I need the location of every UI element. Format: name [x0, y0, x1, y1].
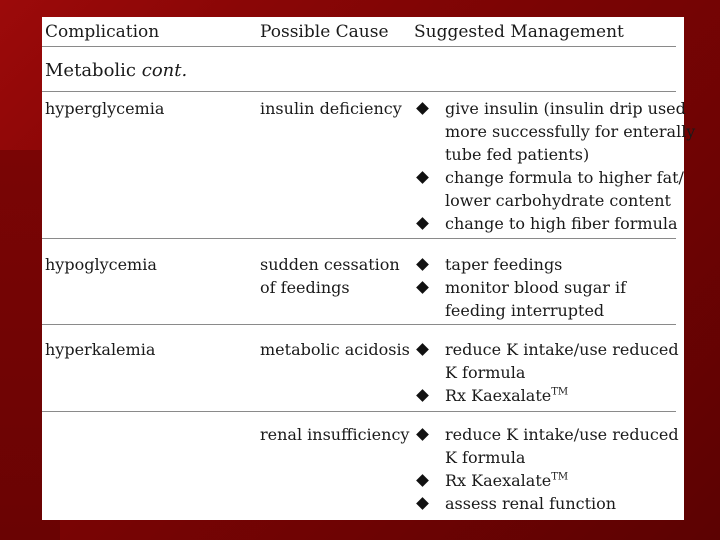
diamond-bullet-icon: [416, 102, 429, 115]
header-rule: [42, 46, 676, 47]
management-line: reduce K intake/use reduced: [445, 425, 679, 444]
management-line: [445, 469, 568, 492]
cause-cell: insulin deficiency: [260, 99, 402, 118]
management-line: change to high fiber formula: [445, 214, 678, 233]
table-panel: [42, 17, 696, 520]
management-line: lower carbohydrate content: [445, 191, 671, 210]
header-possible-cause: Possible Cause: [260, 22, 389, 42]
diamond-bullet-icon: [416, 343, 429, 356]
section-title: [45, 59, 187, 82]
management-line: K formula: [445, 448, 526, 467]
diamond-bullet-icon: [416, 258, 429, 271]
section-rule: [42, 91, 676, 92]
diamond-bullet-icon: [416, 497, 429, 510]
management-line: K formula: [445, 363, 526, 382]
diamond-bullet-icon: [416, 217, 429, 230]
row-rule: [42, 324, 676, 325]
section-title-prefix: Metabolic: [45, 60, 137, 81]
management-line: taper feedings: [445, 255, 563, 274]
cause-cell: metabolic acidosis: [260, 340, 410, 359]
management-line: [445, 384, 568, 407]
section-title-suffix: cont.: [141, 60, 188, 81]
complication-cell: hyperglycemia: [45, 99, 165, 118]
management-line: more successfully for enterally: [445, 122, 696, 141]
management-line: feeding interrupted: [445, 301, 605, 320]
management-text: Rx Kaexalate: [445, 386, 552, 405]
row-rule: [42, 238, 676, 239]
diamond-bullet-icon: [416, 428, 429, 441]
trademark-sup: TM: [551, 471, 569, 483]
diamond-bullet-icon: [416, 474, 429, 487]
header-complication: Complication: [45, 22, 160, 42]
header-suggested-management: Suggested Management: [414, 22, 624, 42]
management-line: change formula to higher fat/: [445, 168, 684, 187]
diamond-bullet-icon: [416, 171, 429, 184]
complication-cell: hyperkalemia: [45, 340, 156, 359]
cause-cell: of feedings: [260, 278, 350, 297]
management-line: give insulin (insulin drip used: [445, 99, 686, 118]
diamond-bullet-icon: [416, 389, 429, 402]
row-rule: [42, 411, 676, 412]
diamond-bullet-icon: [416, 281, 429, 294]
management-line: reduce K intake/use reduced: [445, 340, 679, 359]
management-line: assess renal function: [445, 494, 617, 513]
management-line: monitor blood sugar if: [445, 278, 627, 297]
management-line: tube fed patients): [445, 145, 590, 164]
cause-cell: sudden cessation: [260, 255, 400, 274]
management-text: Rx Kaexalate: [445, 471, 552, 490]
cause-cell: renal insufficiency: [260, 425, 410, 444]
trademark-sup: TM: [551, 386, 569, 398]
complication-cell: hypoglycemia: [45, 255, 157, 274]
